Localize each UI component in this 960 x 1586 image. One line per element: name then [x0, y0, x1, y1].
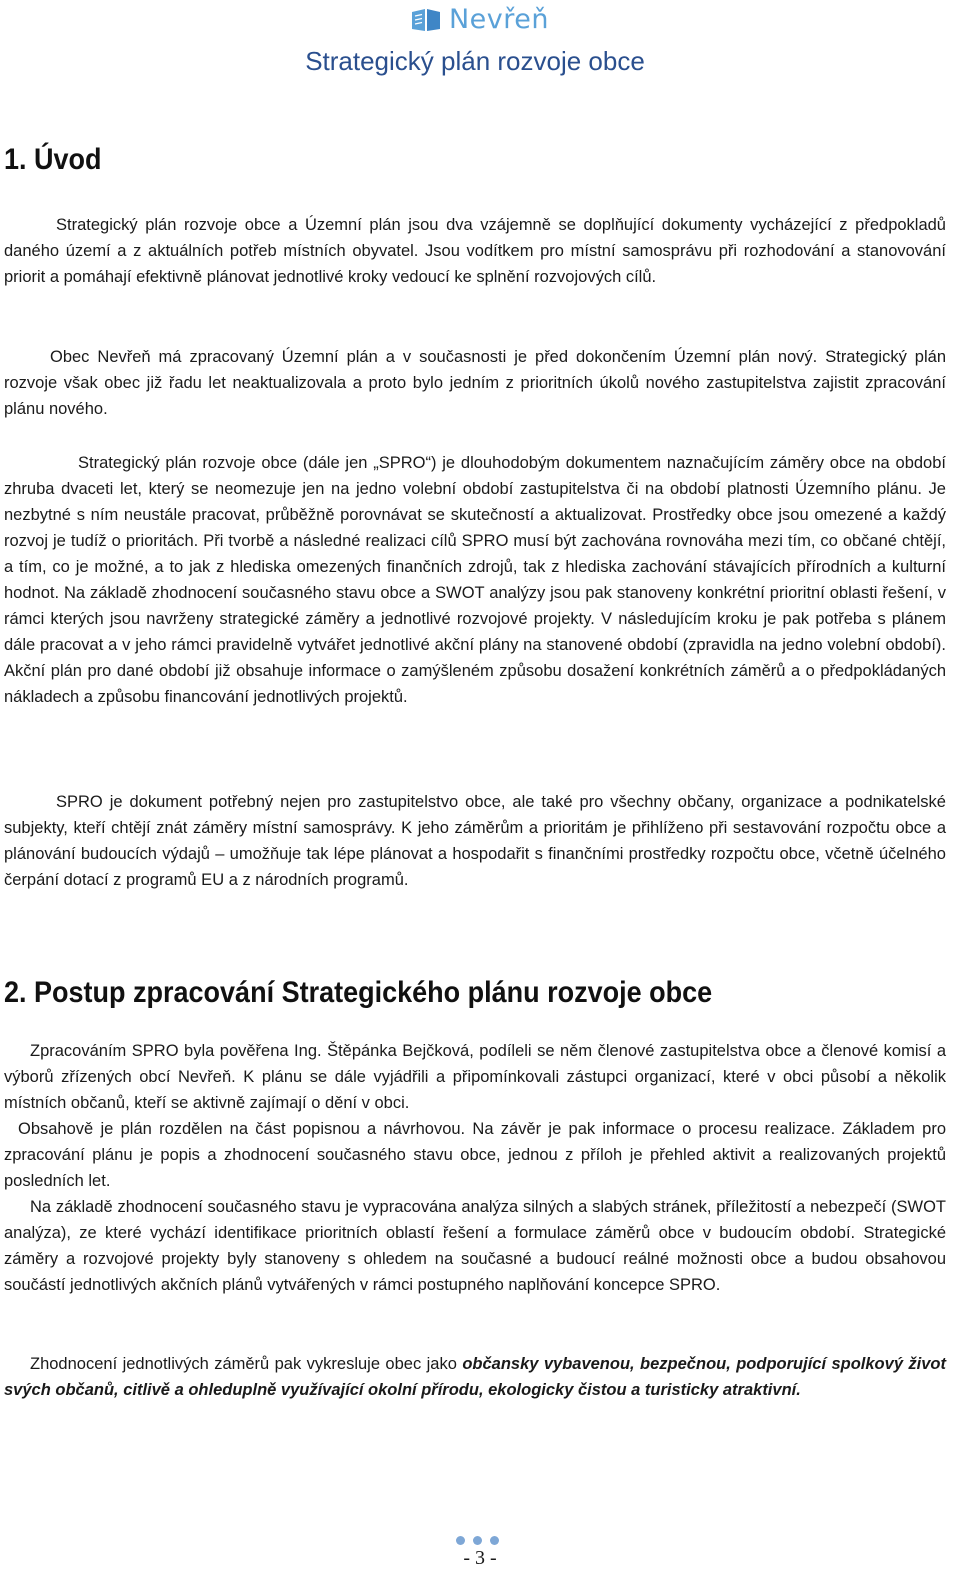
footer-dot: [490, 1536, 499, 1545]
section-2-paragraph-4-wrap: [4, 1351, 946, 1403]
section-1-paragraph-3: Strategický plán rozvoje obce (dále jen „SPRO“) je dlouhodobým dokumentem naznačujícím záměry obce na období zhruba dvaceti let, který se neomezuje jen na jedno volební období zastupitelstva či na období platnosti Územního plánu. Je nezbytné s ním neustále pracovat, průběžně porovnávat se skutečností a aktualizovat. Prostředky obce jsou omezené a každý rozvoj je tudíž o prioritách. Při tvorbě a následné realizaci cílů SPRO musí být zachována rovnováha mezi tím, co občané chtějí, a tím, co je možné, a to jak z hlediska omezených finančních zdrojů, tak z hlediska zachování stávajících přírodních a kulturní hodnot. Na základě zhodnocení současného stavu obce a SWOT analýzy jsou pak stanoveny konkrétní prioritní oblasti řešení, v rámci kterých jsou navrženy strategické záměry a jednotlivé rozvojové projekty. V následujícím kroku je pak potřeba s plánem dále pracovat a v jeho rámci pravidelně vytvářet jednotlivé akční plány na stanovené období (zpravidla na jedno volební období). Akční plán pro dané období již obsahuje informace o zamýšleném způsobu dosažení konkrétních záměrů a o předpokládaných nákladech a způsobu financování jednotlivých projektů.: [4, 454, 946, 706]
section-2-paragraph-1: Zpracováním SPRO byla pověřena Ing. Štěpánka Bejčková, podíleli se něm členové zastupitelstva obce a členové komisí a výborů zřízených obcí Nevřeň. K plánu se dále vyjádřili a připomínkovali zástupci organizací, které v obci působí a několik místních občanů, kteří se aktivně zajímají o dění v obci.: [4, 1042, 946, 1112]
logo: [0, 4, 960, 36]
section-2-paragraph-4: [4, 1351, 946, 1403]
footer-dot: [456, 1536, 465, 1545]
section-1-heading-wrap: [4, 142, 946, 178]
section-2-heading: 2. Postup zpracování Strategického plánu rozvoje obce: [4, 976, 713, 1009]
section-2-paragraph-2-wrap: [4, 1116, 946, 1194]
section-1-paragraph-4-wrap: [4, 789, 946, 893]
section-1-paragraph-2: Obec Nevřeň má zpracovaný Územní plán a v současnosti je před dokončením Územní plán nový. Strategický plán rozvoje však obec již řadu let neaktualizovala a proto bylo jedním z prioritních úkolů nového zastupitelstva zajistit zpracování plánu nového.: [4, 348, 946, 418]
section-2-paragraph-3: Na základě zhodnocení současného stavu je vypracována analýza silných a slabých stránek, příležitostí a nebezpečí (SWOT analýza), ze které vychází identifikace prioritních oblastí řešení a formulace záměrů obce v budoucím období. Strategické záměry a rozvojové projekty byly stanoveny s ohledem na současné a budoucí reálné možnosti obce a budou obsahovou součástí jednotlivých akčních plánů vytvářených v rámci postupného naplňování koncepce SPRO.: [4, 1198, 946, 1294]
section-2-paragraph-3-wrap: [4, 1194, 946, 1298]
section-2-heading-wrap: [4, 975, 946, 1011]
footer-dot: [473, 1536, 482, 1545]
section-1-paragraph-3-wrap: [4, 450, 946, 710]
conclusion-lead-text: Zhodnocení jednotlivých záměrů pak vykresluje obec jako: [30, 1355, 463, 1373]
section-1-paragraph-2-wrap: [4, 344, 946, 422]
section-1-heading: 1. Úvod: [4, 143, 102, 176]
section-2-paragraph-1-wrap: [4, 1038, 946, 1116]
section-2-paragraph-2: Obsahově je plán rozdělen na část popisnou a návrhovou. Na závěr je pak informace o procesu realizace. Základem pro zpracování plánu je popis a zhodnocení současného stavu obce, jednou z příloh je přehled aktivit a realizovaných projektů posledních let.: [4, 1120, 946, 1190]
section-1-paragraph-4: SPRO je dokument potřebný nejen pro zastupitelstvo obce, ale také pro všechny občany, organizace a podnikatelské subjekty, kteří chtějí znát záměry místní samosprávy. K jeho záměrům a prioritám je přihlíženo při sestavování rozpočtu obce a plánování budoucích výdajů – umožňuje tak lépe plánovat a hospodařit s finančními prostředky rozpočtu obce, včetně účelného čerpání dotací z programů EU a z národních programů.: [4, 793, 946, 889]
document-title: Strategický plán rozvoje obce: [305, 46, 645, 76]
section-1-paragraph-1-wrap: [4, 212, 946, 290]
book-logo-icon: [411, 7, 441, 33]
conclusion-emphasis-text: občansky vybavenou, bezpečnou, podporující spolkový život svých občanů, citlivě a ohleduplně využívající okolní přírodu, ekologicky čistou a turisticky atraktivní.: [4, 1355, 946, 1399]
logo-text: Nevřeň: [448, 4, 550, 35]
section-1-paragraph-1: Strategický plán rozvoje obce a Územní plán jsou dva vzájemně se doplňující dokumenty vycházející z předpokladů daného území a z aktuálních potřeb místních obyvatel. Jsou vodítkem pro místní samosprávu při rozhodování a stanovování priorit a pomáhají efektivně plánovat jednotlivé kroky vedoucí ke splnění rozvojových cílů.: [4, 216, 946, 286]
page-number: - 3 -: [463, 1547, 497, 1569]
footer-dots-decoration: [456, 1536, 499, 1545]
